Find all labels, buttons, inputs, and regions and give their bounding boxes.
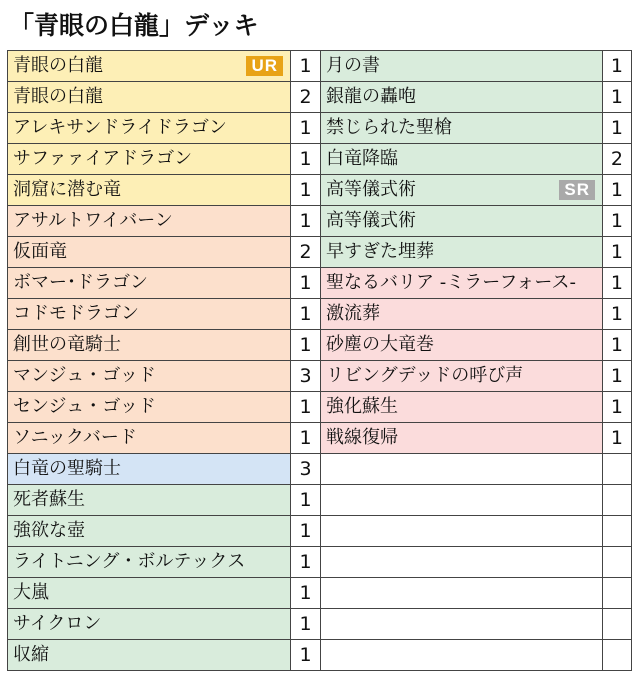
card-name: 月の書 [326, 55, 380, 76]
card-name-cell [8, 547, 291, 578]
card-count: 1 [603, 113, 632, 144]
table-row [8, 423, 632, 454]
card-count: 1 [291, 516, 321, 547]
empty-cell [321, 547, 603, 578]
card-name-cell [8, 299, 291, 330]
card-name: 銀龍の轟咆 [326, 86, 416, 107]
card-name-cell [8, 423, 291, 454]
card-count: 1 [291, 609, 321, 640]
card-name-cell [321, 268, 603, 299]
card-name: 洞窟に潜む竜 [13, 179, 121, 200]
table-row [8, 640, 632, 671]
empty-count-cell [603, 454, 632, 485]
card-name: 高等儀式術 [326, 210, 416, 231]
card-name-cell [8, 361, 291, 392]
empty-cell [321, 609, 603, 640]
card-name: リビングデッドの呼び声 [326, 365, 524, 386]
card-count: 1 [291, 299, 321, 330]
card-name-cell [8, 175, 291, 206]
card-count: 1 [603, 51, 632, 82]
table-row [8, 361, 632, 392]
card-count: 1 [291, 330, 321, 361]
card-name: 収縮 [13, 644, 49, 665]
card-name-cell [321, 392, 603, 423]
empty-cell [321, 485, 603, 516]
card-count: 1 [603, 268, 632, 299]
card-name-cell [8, 578, 291, 609]
rarity-badge-ur: UR [246, 56, 283, 76]
card-name: サイクロン [13, 613, 102, 634]
empty-cell [321, 640, 603, 671]
card-name-cell [321, 330, 603, 361]
table-row [8, 237, 632, 268]
table-row [8, 330, 632, 361]
card-name-cell [321, 361, 603, 392]
table-row [8, 82, 632, 113]
empty-count-cell [603, 640, 632, 671]
empty-cell [321, 516, 603, 547]
card-name-cell [321, 237, 603, 268]
table-row [8, 299, 632, 330]
card-name: 仮面竜 [13, 241, 67, 262]
card-name-cell [321, 175, 603, 206]
card-name: マンジュ・ゴッド [13, 365, 156, 386]
table-row [8, 516, 632, 547]
card-name: 白竜の聖騎士 [13, 458, 121, 479]
table-row [8, 175, 632, 206]
card-name-cell [8, 113, 291, 144]
card-count: 1 [291, 423, 321, 454]
card-name: 創世の竜騎士 [13, 334, 121, 355]
card-name: 禁じられた聖槍 [326, 117, 452, 138]
card-name: 青眼の白龍 [13, 86, 103, 107]
card-name-cell [321, 299, 603, 330]
card-count: 1 [603, 361, 632, 392]
card-name: 激流葬 [326, 303, 380, 324]
card-count: 1 [603, 82, 632, 113]
empty-count-cell [603, 516, 632, 547]
card-count: 1 [291, 113, 321, 144]
card-count: 1 [603, 330, 632, 361]
empty-count-cell [603, 609, 632, 640]
card-name: ソニックバード [13, 427, 137, 448]
card-count: 1 [603, 206, 632, 237]
card-name: 強欲な壺 [13, 520, 85, 541]
card-name-cell [321, 423, 603, 454]
card-name-cell [321, 206, 603, 237]
card-name-cell [8, 485, 291, 516]
card-count: 1 [603, 299, 632, 330]
card-count: 1 [291, 547, 321, 578]
rarity-badge-sr: SR [559, 180, 595, 200]
card-name: 聖なるバリア -ミラーフォース- [326, 272, 577, 293]
card-name: ボマー･ドラゴン [13, 272, 148, 293]
card-count: 2 [603, 144, 632, 175]
table-row [8, 51, 632, 82]
table-row [8, 268, 632, 299]
card-name-cell [8, 51, 291, 82]
card-name-cell [321, 82, 603, 113]
card-name-cell [8, 392, 291, 423]
card-name-cell [8, 516, 291, 547]
card-count: 1 [291, 392, 321, 423]
page-title: 「青眼の白龍」デッキ [9, 11, 259, 40]
table-row [8, 206, 632, 237]
card-count: 1 [291, 144, 321, 175]
card-name: 戦線復帰 [326, 427, 398, 448]
table-row [8, 609, 632, 640]
card-name: コドモドラゴン [13, 303, 139, 324]
card-name-cell [8, 144, 291, 175]
table-row [8, 113, 632, 144]
card-name-cell [8, 82, 291, 113]
card-name-cell [8, 640, 291, 671]
empty-count-cell [603, 485, 632, 516]
table-row [8, 144, 632, 175]
empty-count-cell [603, 578, 632, 609]
card-count: 1 [291, 51, 321, 82]
card-name-cell [8, 268, 291, 299]
card-count: 1 [291, 485, 321, 516]
card-count: 3 [291, 361, 321, 392]
card-count: 1 [291, 268, 321, 299]
card-name-cell [8, 454, 291, 485]
table-row [8, 547, 632, 578]
card-name-cell [8, 330, 291, 361]
card-count: 2 [291, 82, 321, 113]
card-name-cell [321, 51, 603, 82]
card-name: サファァイアドラゴン [13, 148, 193, 169]
card-count: 1 [291, 175, 321, 206]
card-count: 1 [603, 175, 632, 206]
card-name-cell [8, 609, 291, 640]
card-count: 3 [291, 454, 321, 485]
card-count: 2 [291, 237, 321, 268]
card-name: 強化蘇生 [326, 396, 398, 417]
card-name-cell [321, 144, 603, 175]
card-name: 砂塵の大竜巻 [326, 334, 434, 355]
card-name: 青眼の白龍 [13, 55, 103, 76]
card-name: センジュ・ゴッド [13, 396, 156, 417]
card-count: 1 [291, 206, 321, 237]
card-name: 白竜降臨 [326, 148, 398, 169]
card-name-cell [321, 113, 603, 144]
card-name: 早すぎた埋葬 [326, 241, 434, 262]
card-name: 大嵐 [13, 582, 49, 603]
card-name-cell [8, 237, 291, 268]
card-name: 高等儀式術 [326, 179, 416, 200]
card-count: 1 [603, 423, 632, 454]
table-row [8, 454, 632, 485]
card-count: 1 [603, 392, 632, 423]
card-name: アレキサンドライドラゴン [13, 117, 227, 138]
card-count: 1 [603, 237, 632, 268]
card-count: 1 [291, 578, 321, 609]
card-name: ライトニング・ボルテックス [13, 551, 246, 572]
empty-cell [321, 454, 603, 485]
card-name: アサルトワイバーン [13, 210, 173, 231]
card-name: 死者蘇生 [13, 489, 85, 510]
deck-table-body [8, 51, 632, 671]
table-row [8, 578, 632, 609]
empty-count-cell [603, 547, 632, 578]
table-row [8, 485, 632, 516]
empty-cell [321, 578, 603, 609]
table-row [8, 392, 632, 423]
deck-table [7, 50, 632, 671]
card-name-cell [8, 206, 291, 237]
card-count: 1 [291, 640, 321, 671]
